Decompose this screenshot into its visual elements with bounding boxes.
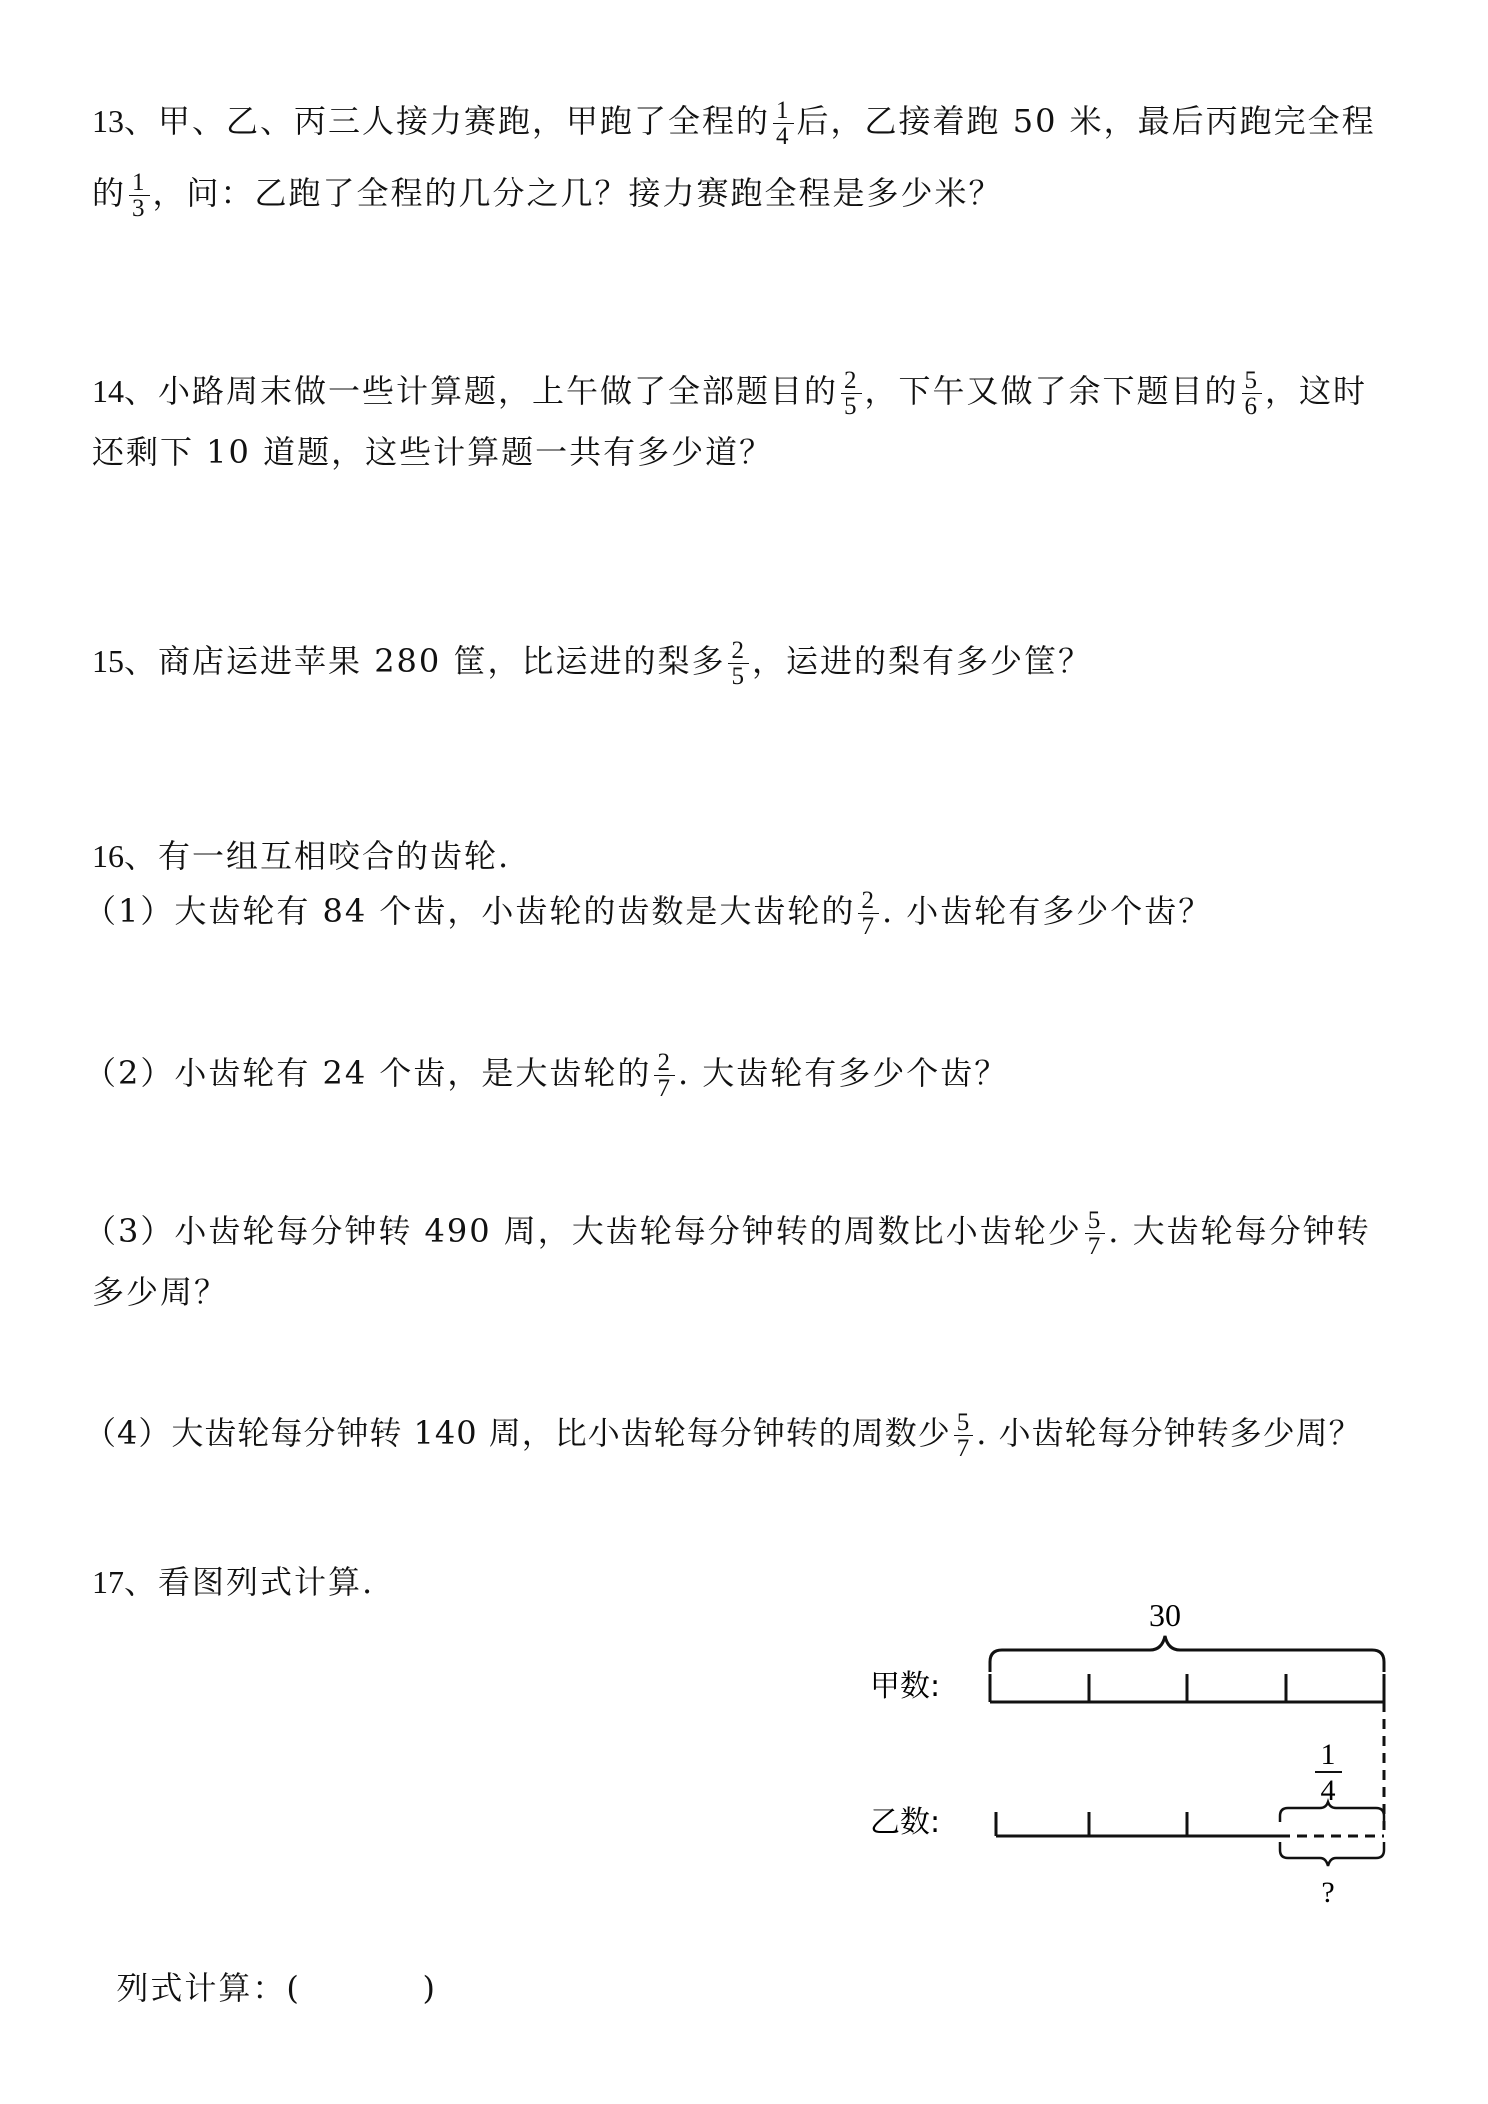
q14-text-1b: ，下午又做了余下题目的 <box>864 372 1239 410</box>
q16-p1-text-a: （1）大齿轮有 84 个齿，小齿轮的齿数是大齿轮的 <box>84 892 856 930</box>
bar-model-diagram <box>870 1590 1410 1930</box>
q17-number: 17 <box>92 1564 124 1600</box>
frac-denominator: 7 <box>657 1075 672 1102</box>
q16-p1-text-b: . 小齿轮有多少个齿？ <box>881 892 1213 930</box>
q16-part-1 <box>84 888 1212 939</box>
q13-fraction-1 <box>773 98 794 149</box>
q15-text-1b: ，运进的梨有多少筐？ <box>751 642 1092 680</box>
q13-separator: 、 <box>124 102 159 140</box>
q15-number: 15 <box>92 643 124 679</box>
q16-p4-text-a: （4）大齿轮每分钟转 140 周，比小齿轮每分钟转的周数少 <box>84 1414 951 1452</box>
frac-denominator: 3 <box>132 195 147 222</box>
row2-label: 乙数: <box>870 1805 941 1840</box>
q16-p2-fraction <box>654 1050 675 1101</box>
q13-text-1b: 后，乙接着跑 50 米，最后丙跑完全程 <box>796 102 1376 140</box>
q16-part-4 <box>84 1410 1362 1461</box>
fraction-numerator: 1 <box>1320 1738 1336 1771</box>
fraction-denominator: 4 <box>1320 1774 1336 1807</box>
q13-number: 13 <box>92 103 124 139</box>
total-brace <box>990 1636 1384 1672</box>
frac-denominator: 6 <box>1244 393 1260 420</box>
question-mark: ? <box>1321 1876 1335 1909</box>
q15-separator: 、 <box>124 642 159 680</box>
q17-title-line <box>92 1560 374 1604</box>
q16-number: 16 <box>92 838 124 874</box>
frac-numerator: 2 <box>841 368 862 394</box>
q16-separator: 、 <box>124 837 159 875</box>
answer-prompt: 列式计算：( ) <box>116 1969 438 2007</box>
frac-numerator: 2 <box>858 888 879 914</box>
q16-p3-text-b: . 大齿轮每分钟转 <box>1108 1212 1371 1250</box>
frac-numerator: 2 <box>728 638 749 664</box>
q13-text-2b: ，问：乙跑了全程的几分之几？接力赛跑全程是多少米？ <box>152 174 1003 212</box>
q16-p3-text-a: （3）小齿轮每分钟转 490 周，大齿轮每分钟转的周数比小齿轮少 <box>84 1212 1082 1250</box>
q14-text-1a: 小路周末做一些计算题，上午做了全部题目的 <box>158 372 839 410</box>
frac-denominator: 7 <box>956 1435 971 1462</box>
q14-line-2 <box>92 430 773 474</box>
q14-separator: 、 <box>124 372 159 410</box>
frac-numerator: 1 <box>773 98 794 124</box>
total-label: 30 <box>1149 1597 1181 1633</box>
q16-p2-text-b: . 大齿轮有多少个齿？ <box>677 1054 1009 1092</box>
frac-denominator: 5 <box>844 393 859 420</box>
q14-text-2: 还剩下 10 道题，这些计算题一共有多少道？ <box>92 433 774 471</box>
q16-p3-text-c: 多少周？ <box>92 1273 229 1311</box>
q17-title: 看图列式计算. <box>158 1563 375 1601</box>
frac-numerator: 5 <box>1242 368 1263 394</box>
q15-fraction-1 <box>728 638 749 689</box>
q16-p4-fraction <box>954 1410 974 1461</box>
frac-denominator: 5 <box>731 663 746 690</box>
q16-p2-text-a: （2）小齿轮有 24 个齿，是大齿轮的 <box>84 1054 652 1092</box>
q16-p3-fraction <box>1085 1208 1106 1259</box>
frac-numerator: 5 <box>954 1410 974 1436</box>
frac-numerator: 5 <box>1085 1208 1106 1234</box>
q14-number: 14 <box>92 373 124 409</box>
q14-fraction-1 <box>841 368 862 419</box>
frac-numerator: 2 <box>654 1050 675 1076</box>
q13-text-2a: 的 <box>92 174 127 212</box>
q16-part-2 <box>84 1050 1008 1101</box>
frac-denominator: 7 <box>861 913 876 940</box>
row1-label: 甲数: <box>870 1669 941 1704</box>
q13-line-2 <box>92 170 1003 221</box>
q16-p1-fraction <box>858 888 879 939</box>
frac-denominator: 4 <box>776 123 791 150</box>
frac-denominator: 7 <box>1087 1233 1103 1260</box>
question-brace <box>1280 1842 1384 1866</box>
q16-title-line <box>92 834 510 878</box>
q14-text-1c: ，这时 <box>1265 372 1368 410</box>
q14-line-1 <box>92 368 1367 419</box>
q16-p4-text-b: . 小齿轮每分钟转多少周？ <box>976 1414 1362 1452</box>
q15-line-1 <box>92 638 1092 689</box>
q13-text-1a: 甲、乙、丙三人接力赛跑，甲跑了全程的 <box>158 102 771 140</box>
q13-fraction-2 <box>129 170 150 221</box>
answer-prompt-line <box>92 1922 437 2010</box>
q15-text-1a: 商店运进苹果 280 筐，比运进的梨多 <box>158 642 726 680</box>
q13-line-1 <box>92 98 1376 149</box>
q16-part-3-line-2 <box>92 1270 228 1314</box>
q14-fraction-2 <box>1242 368 1263 419</box>
q17-separator: 、 <box>124 1563 159 1601</box>
q16-part-3-line-1 <box>84 1208 1371 1259</box>
q16-title: 有一组互相咬合的齿轮. <box>158 837 511 875</box>
frac-numerator: 1 <box>129 170 150 196</box>
